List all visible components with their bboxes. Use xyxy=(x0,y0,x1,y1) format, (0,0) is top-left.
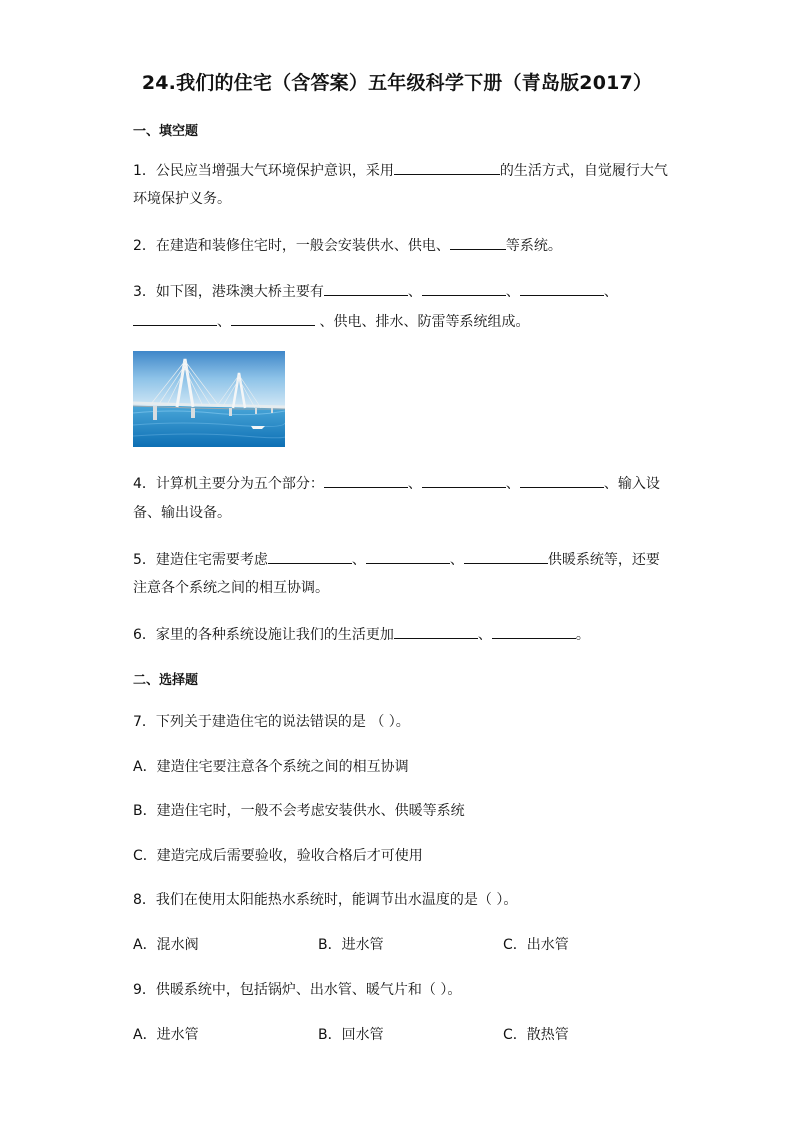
answer-blank[interactable] xyxy=(366,549,450,564)
question-1-line-2 xyxy=(133,189,231,209)
question-7-option-c[interactable]: C．建造完成后需要验收，验收合格后才可使用 xyxy=(133,848,423,864)
bridge-photo xyxy=(133,351,285,447)
separator: 、 xyxy=(449,552,464,568)
answer-blank[interactable] xyxy=(324,473,408,488)
question-9-stem: 9．供暖系统中，包括锅炉、出水管、暖气片和（ ）。 xyxy=(133,982,462,998)
question-6-line-1 xyxy=(133,624,590,645)
question-1-text-a: 1．公民应当增强大气环境保护意识，采用 xyxy=(133,163,394,179)
answer-blank[interactable] xyxy=(268,549,352,564)
question-6-text-a: 6．家里的各种系统设施让我们的生活更加 xyxy=(133,627,394,643)
answer-blank[interactable] xyxy=(464,549,548,564)
question-7-stem: 7．下列关于建造住宅的说法错误的是 （ ）。 xyxy=(133,714,410,730)
answer-blank[interactable] xyxy=(422,281,506,296)
separator: 、 xyxy=(505,476,520,492)
question-5-line-1 xyxy=(133,549,660,570)
document-title: 24.我们的住宅（含答案）五年级科学下册（青岛版2017） xyxy=(141,72,653,94)
question-8-option-b[interactable]: B．进水管 xyxy=(318,937,384,953)
question-7-option-a[interactable]: A．建造住宅要注意各个系统之间的相互协调 xyxy=(133,759,409,775)
separator: 、 xyxy=(217,314,231,330)
answer-blank[interactable] xyxy=(394,160,500,175)
question-3-line-1 xyxy=(133,281,618,302)
separator: 、 xyxy=(505,284,520,300)
question-3-text-a: 3．如下图，港珠澳大桥主要有 xyxy=(133,284,324,300)
question-1-text-b: 的生活方式，自觉履行大气 xyxy=(499,163,668,179)
answer-blank[interactable] xyxy=(394,624,478,639)
answer-blank[interactable] xyxy=(492,624,576,639)
question-3-text-c: 、供电、排水、防雷等系统组成。 xyxy=(319,314,530,330)
question-1-text-c: 环境保护义务。 xyxy=(133,191,231,207)
question-4-line-1 xyxy=(133,473,660,494)
question-5-text-b: 供暖系统等，还要 xyxy=(547,552,660,568)
answer-blank[interactable] xyxy=(422,473,506,488)
separator: 、 xyxy=(407,284,422,300)
question-4-line-2 xyxy=(133,503,231,523)
separator: 、 xyxy=(477,627,492,643)
section-fill-in: 一、填空题 xyxy=(133,124,199,139)
question-8-stem: 8．我们在使用太阳能热水系统时，能调节出水温度的是（ ）。 xyxy=(133,892,518,908)
answer-blank[interactable] xyxy=(450,235,506,250)
question-8-option-a[interactable]: A．混水阀 xyxy=(133,937,199,953)
question-4-text-a: 4．计算机主要分为五个部分： xyxy=(133,476,324,492)
separator: 、 xyxy=(407,476,422,492)
answer-blank[interactable] xyxy=(520,281,604,296)
question-2-line-1 xyxy=(133,235,562,256)
question-5-line-2 xyxy=(133,578,329,598)
question-4-text-b: 、输入设 xyxy=(603,476,660,492)
separator: 、 xyxy=(603,284,618,300)
question-9-option-b[interactable]: B．回水管 xyxy=(318,1027,384,1043)
question-5-text-a: 5．建造住宅需要考虑 xyxy=(133,552,268,568)
question-2-text-a: 2．在建造和装修住宅时，一般会安装供水、供电、 xyxy=(133,238,450,254)
question-3-line-2 xyxy=(133,311,529,332)
answer-blank[interactable] xyxy=(520,473,604,488)
answer-blank[interactable] xyxy=(231,311,315,326)
question-5-text-c: 注意各个系统之间的相互协调。 xyxy=(133,580,329,596)
answer-blank[interactable] xyxy=(324,281,408,296)
question-6-text-b: 。 xyxy=(575,627,590,643)
question-7-option-b[interactable]: B．建造住宅时，一般不会考虑安装供水、供暖等系统 xyxy=(133,803,465,819)
question-4-text-c: 备、输出设备。 xyxy=(133,505,231,521)
section-multiple-choice: 二、选择题 xyxy=(133,673,199,688)
question-9-option-c[interactable]: C．散热管 xyxy=(503,1027,569,1043)
question-8-option-c[interactable]: C．出水管 xyxy=(503,937,569,953)
separator: 、 xyxy=(351,552,366,568)
question-9-option-a[interactable]: A．进水管 xyxy=(133,1027,199,1043)
question-2-text-b: 等系统。 xyxy=(505,238,562,254)
question-1-line-1 xyxy=(133,160,668,181)
answer-blank[interactable] xyxy=(133,311,217,326)
